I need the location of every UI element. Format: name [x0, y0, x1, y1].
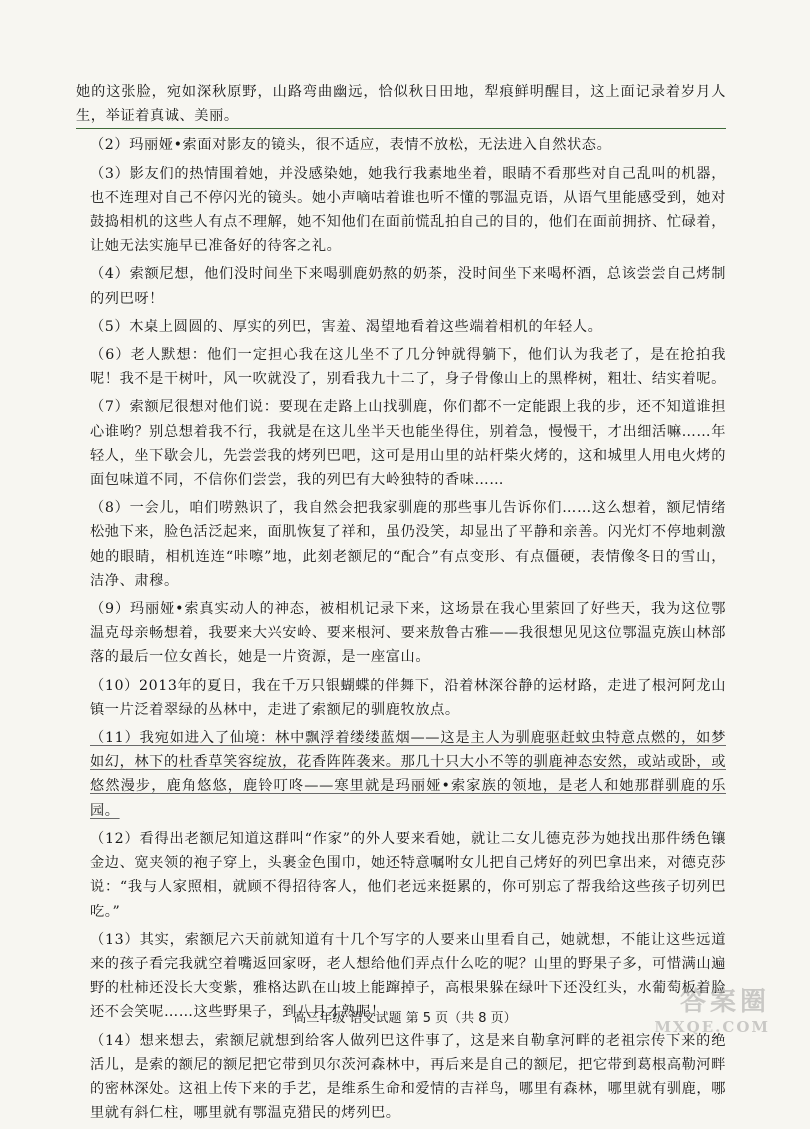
paragraph-5: （5）木桌上圆圆的、厚实的列巴，害羞、渴望地看着这些端着相机的年轻人。: [90, 318, 603, 335]
paragraph-3: （3）影友们的热情围着她，并没感染她，她我行我素地坐着，眼睛不看那些对自己乱叫的机器，也不连理对自己不停闪光的镜头。她小声嘀咕着谁也听不懂的鄂温克语，从语气里能感受到，她对鼓捣相机的这些人有点不理解，她不知他们在面前慌乱拍自己的目的，他们在面前拥挤、忙碌着，让她无法实施早已准备好的待客之礼。: [90, 165, 726, 255]
paragraph-8: （8）一会儿，咱们唠熟识了，我自然会把我家驯鹿的那些事儿告诉你们……这么想着，额尼情绪松弛下来，脸色活泛起来，面肌恢复了祥和，虽仍没笑，却显出了平静和亲善。闪光灯不停地刺激她的眼睛，相机连连“咔嚓”地，此刻老额尼的“配合”有点变形、有点僵硬，表情像冬日的雪山，洁净、肃穆。: [90, 500, 726, 589]
paragraph-10: （10）2013年的夏日，我在千万只银蝴蝶的伴舞下，沿着林深谷静的运材路，走进了根河阿龙山镇一片泛着翠绿的丛林中，走进了索额尼的驯鹿牧放点。: [90, 677, 726, 718]
paragraph-1-continuation: 她的这张脸，宛如深秋原野，山路弯曲幽远，恰似秋日田地，犁痕鲜明醒目，这上面记录着岁月人生，举证着真诚、美丽。: [76, 80, 726, 129]
paragraph-4: （4）索额尼想，他们没时间坐下来喝驯鹿奶熬的奶茶，没时间坐下来喝杯酒，总该尝尝自己烤制的列巴呀！: [90, 266, 726, 307]
paragraph-7: （7）索额尼很想对他们说：要现在走路上山找驯鹿，你们都不一定能跟上我的步，还不知道谁担心谁哟？别总想着我不行，我就是在这儿坐半天也能坐得住，别着急，慢慢干，才出细活嘛……年轻人，坐下歇会儿，先尝尝我的烤列巴吧，这可是用山里的站杆柴火烤的，这和城里人用电火烤的面包味道不同，不信你们尝尝，我的列巴有大岭独特的香味……: [90, 399, 726, 489]
site-watermark: [640, 981, 770, 1041]
watermark-logo-text: 答案圈: [679, 987, 770, 1017]
passage-body: [76, 80, 726, 1129]
paragraph-13: （13）其实，索额尼六天前就知道有十几个写字的人要来山里看自己，她就想，不能让这些远道来的孩子看完我就空着嘴返回家呀，老人想给他们弄点什么吃的呢？山里的野果子多，可惜满山遍野的杜柿还没长大变紫，雅格达趴在山坡上能蹿掉子，高根果躲在绿叶下还没红头，水葡萄板着脸还不会笑呢……这些野果子，到八月才熟呢！: [90, 931, 726, 1021]
watermark-url: MXQE.COM: [654, 1018, 770, 1036]
paragraph-14: （14）想来想去，索额尼就想到给客人做列巴这件事了，这是来自勒拿河畔的老祖宗传下来的绝活儿，是索的额尼的额尼把它带到贝尔茨河森林中，再后来是自己的额尼，把它带到葛根高勒河畔的密林深处。这祖上传下来的手艺，是维系生命和爱情的吉祥鸟，哪里有森林，哪里就有驯鹿，哪里就有斜仁柱，哪里就有鄂温克猎民的烤列巴。: [90, 1032, 726, 1122]
paragraph-12: （12）看得出老额尼知道这群叫“作家”的外人要来看她，就让二女儿德克莎为她找出那件绣色镶金边、宽夹领的袍子穿上，头裹金色围巾，她还特意嘱咐女儿把自己烤好的列巴拿出来，对德克莎说：“我与人家照相，就顾不得招待客人，他们老远来挺累的，你可别忘了帮我给这些孩子切列巴吃。”: [90, 830, 726, 920]
page-footer: 高三年级 语文试题 第 5 页（共 8 页）: [293, 1011, 517, 1026]
paragraph-2: （2）玛丽娅•索面对影友的镜头，很不适应，表情不放松，无法进入自然状态。: [90, 137, 612, 154]
paragraph-9: （9）玛丽娅•索真实动人的神态，被相机记录下来，这场景在我心里萦回了好些天，我为这位鄂温克母亲畅想着，我要来大兴安岭、要来根河、要来敖鲁古雅——我很想见见这位鄂温克族山林部落的最后一位女酋长，她是一片资源，是一座富山。: [90, 601, 726, 666]
paragraph-6: （6）老人默想：他们一定担心我在这儿坐不了几分钟就得躺下，他们认为我老了，是在抢拍我呢！我不是干树叶，风一吹就没了，别看我九十二了，身子骨像山上的黑桦树，粗壮、结实着呢。: [90, 347, 726, 388]
paragraph-11: （11）我宛如进入了仙境：林中飘浮着缕缕蓝烟——这是主人为驯鹿驱赶蚊虫特意点燃的，如梦如幻，林下的杜香草笑容绽放，花香阵阵袭来。那几十只大小不等的驯鹿神态安然，或站或卧，或悠然漫步，鹿角悠悠，鹿铃叮咚——寒里就是玛丽娅•索家族的领地，是老人和她那群驯鹿的乐园。: [90, 730, 726, 819]
